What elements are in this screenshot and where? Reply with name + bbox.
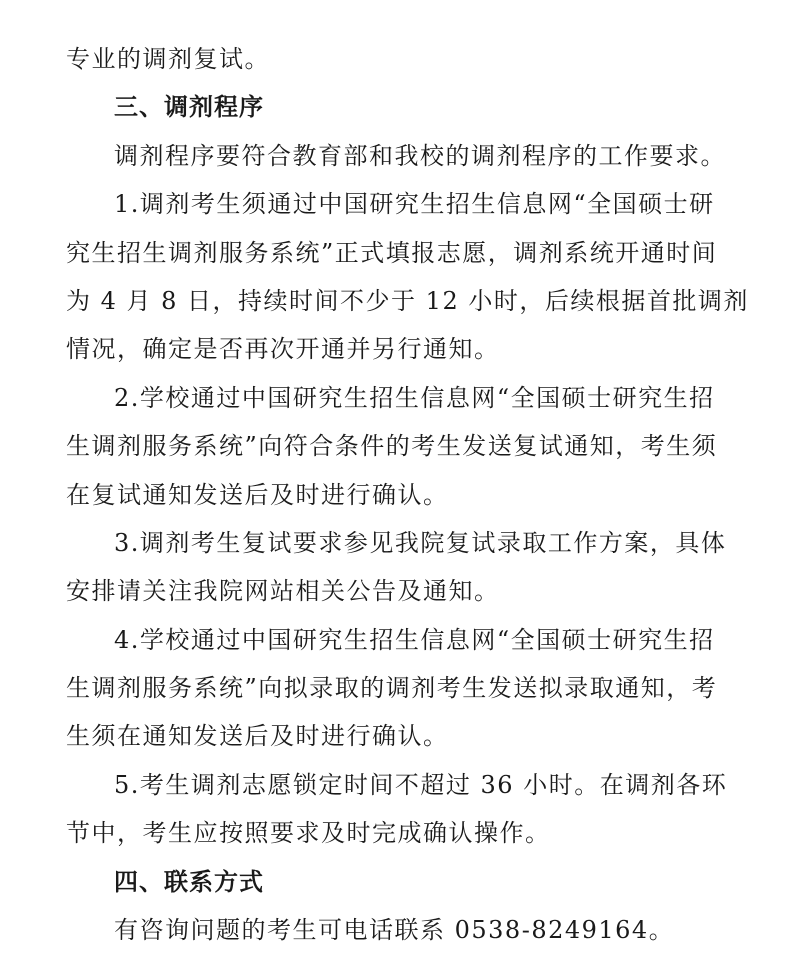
- paragraph-line: 专业的调剂复试。: [66, 45, 270, 73]
- list-item-1-line: 究生招生调剂服务系统”正式填报志愿，调剂系统开通时间: [66, 238, 718, 267]
- paragraph-line: 调剂程序要符合教育部和我校的调剂程序的工作要求。: [114, 141, 726, 170]
- list-item-1-line: 1.调剂考生须通过中国研究生招生信息网“全国硕士研: [114, 190, 715, 219]
- section-heading-contact: 四、联系方式: [114, 867, 264, 896]
- list-item-3-line: 安排请关注我院网站相关公告及通知。: [66, 577, 500, 606]
- list-item-3-line: 3.调剂考生复试要求参见我院复试录取工作方案，具体: [114, 528, 727, 557]
- list-item-1-line: 为 4 月 8 日，持续时间不少于 12 小时，后续根据首批调剂: [66, 286, 749, 315]
- list-item-4-line: 生须在通知发送后及时进行确认。: [66, 722, 449, 751]
- list-item-4-line: 4.学校通过中国研究生招生信息网“全国硕士研究生招: [114, 625, 715, 654]
- list-item-5-line: 节中，考生应按照要求及时完成确认操作。: [66, 819, 551, 848]
- contact-line: 有咨询问题的考生可电话联系 0538-8249164。: [114, 916, 675, 945]
- list-item-2-line: 2.学校通过中国研究生招生信息网“全国硕士研究生招: [114, 383, 715, 412]
- section-heading-procedure: 三、调剂程序: [114, 93, 264, 122]
- list-item-2-line: 在复试通知发送后及时进行确认。: [66, 480, 449, 509]
- document-page: [66, 35, 766, 954]
- list-item-5-line: 5.考生调剂志愿锁定时间不超过 36 小时。在调剂各环: [114, 770, 728, 799]
- list-item-1-line: 情况，确定是否再次开通并另行通知。: [66, 335, 500, 364]
- list-item-4-line: 生调剂服务系统”向拟录取的调剂考生发送拟录取通知，考: [66, 674, 718, 703]
- list-item-2-line: 生调剂服务系统”向符合条件的考生发送复试通知，考生须: [66, 432, 718, 461]
